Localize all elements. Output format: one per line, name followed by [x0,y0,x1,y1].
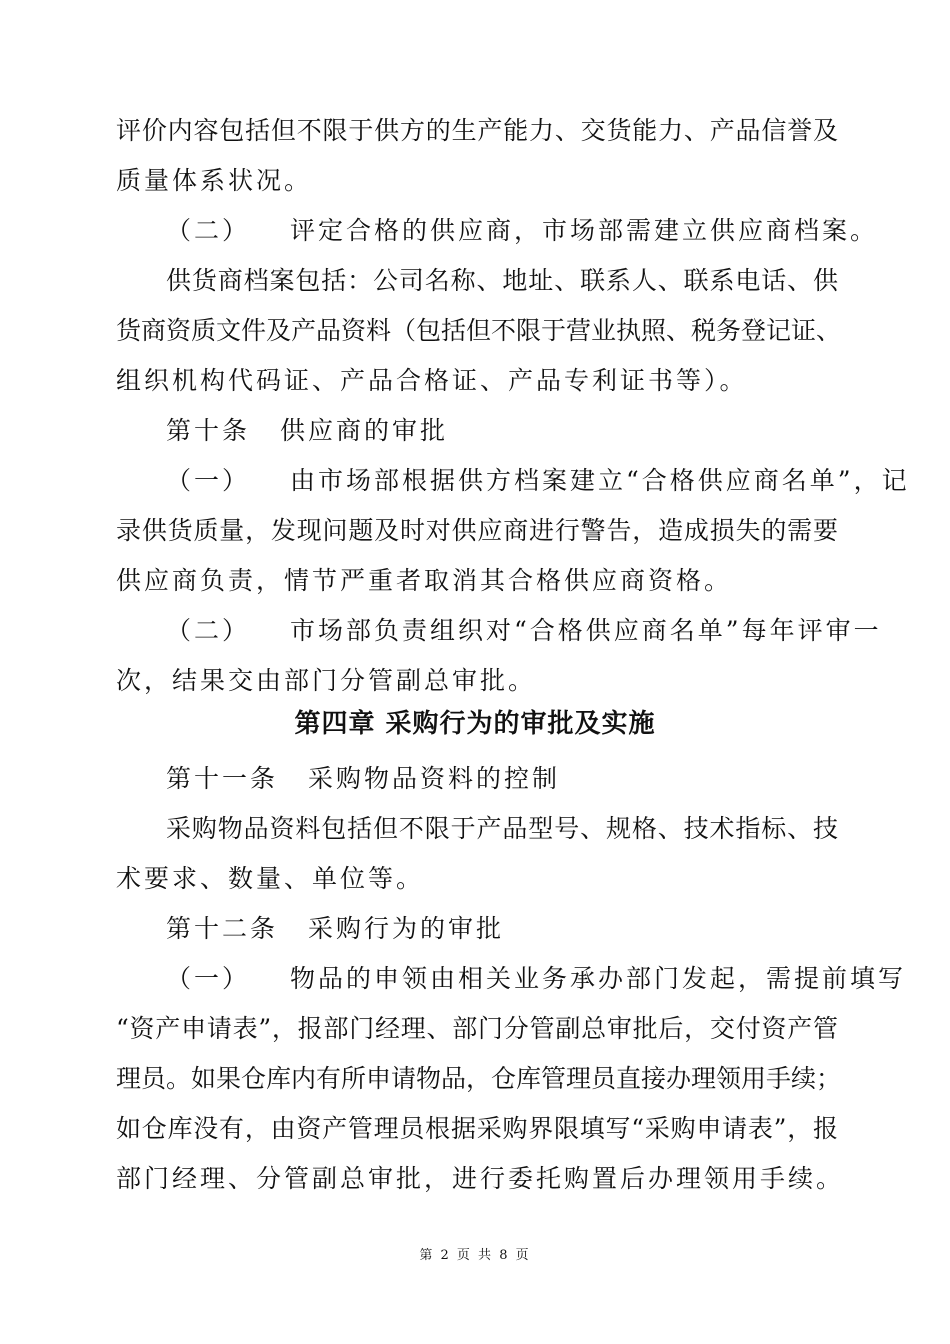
paragraph-line: 评价内容包括但不限于供方的生产能力、交货能力、产品信誉及 [116,116,838,145]
paragraph-line: 货商资质文件及产品资料（包括但不限于营业执照、税务登记证、 [116,316,842,345]
article-name: 采购物品资料的控制 [308,764,561,793]
clause-text: 市场部负责组织对“合格供应商名单”每年评审一 [290,616,882,645]
article-title [166,764,838,794]
clause-text: 由市场部根据供方档案建立“合格供应商名单”，记 [290,466,910,495]
paragraph-line: 录供货质量，发现问题及时对供应商进行警告，造成损失的需要 [116,516,838,545]
paragraph-line: 质量体系状况。 [116,166,313,195]
clause-line [166,466,910,496]
paragraph-line: 组织机构代码证、产品合格证、产品专利证书等）。 [116,366,748,395]
article-number: 第十二条 [166,914,279,943]
paragraph-line: 部门经理、分管副总审批，进行委托购置后办理领用手续。 [116,1164,845,1193]
clause-number: （二） [166,616,251,645]
article-name: 供应商的审批 [280,416,449,445]
clause-line [166,216,879,246]
clause-number: （一） [166,466,251,495]
clause-line [166,964,907,994]
article-title [166,416,838,446]
clause-number: （一） [166,964,251,993]
article-number: 第十条 [166,416,251,445]
paragraph-line: “资产申请表”，报部门经理、部门分管副总审批后，交付资产管 [116,1014,838,1043]
article-name: 采购行为的审批 [308,914,505,943]
clause-text: 物品的申领由相关业务承办部门发起，需提前填写 [290,964,907,993]
clause-line [166,616,882,646]
article-title [166,914,838,944]
clause-number: （二） [166,216,251,245]
paragraph-line: 理员。如果仓库内有所申请物品，仓库管理员直接办理领用手续； [116,1064,842,1093]
paragraph-line: 次，结果交由部门分管副总审批。 [116,666,537,695]
paragraph-line: 供应商负责，情节严重者取消其合格供应商资格。 [116,566,733,595]
paragraph-line: 术要求、数量、单位等。 [116,864,425,893]
clause-text: 评定合格的供应商，市场部需建立供应商档案。 [290,216,879,245]
page-footer: 第 2 页 共 8 页 [419,1248,531,1263]
paragraph-line: 如仓库没有，由资产管理员根据采购界限填写“采购申请表”，报 [116,1114,838,1143]
chapter-heading: 第四章 采购行为的审批及实施 [294,709,656,739]
paragraph-line: 供货商档案包括：公司名称、地址、联系人、联系电话、供 [166,266,838,295]
paragraph-line: 采购物品资料包括但不限于产品型号、规格、技术指标、技 [166,814,838,843]
article-number: 第十一条 [166,764,279,793]
